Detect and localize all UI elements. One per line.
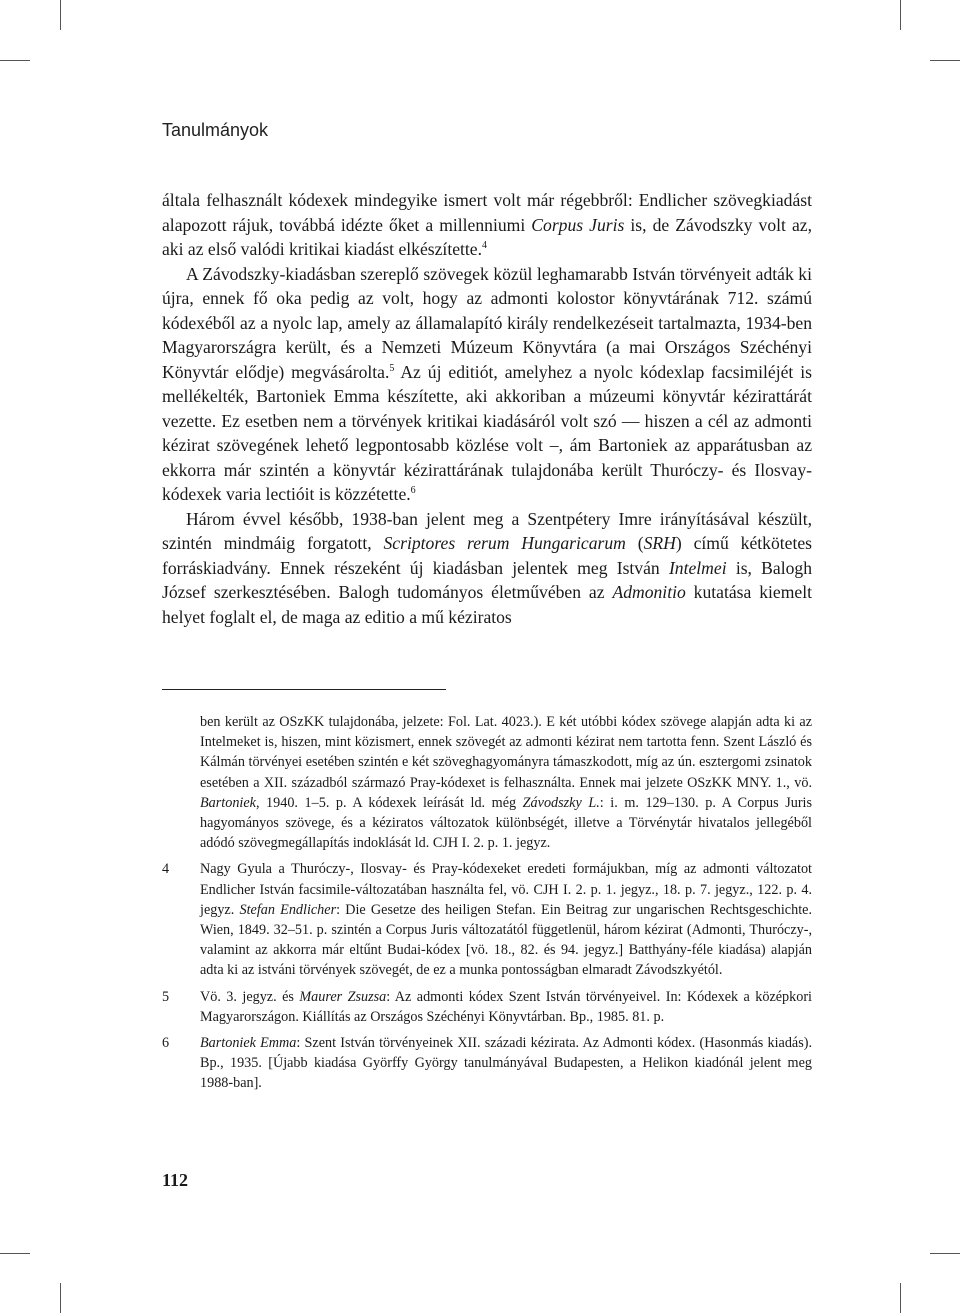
footnotes [162, 712, 812, 1100]
footnote-number: 5 [162, 988, 170, 1005]
footnote-ref[interactable]: 6 [410, 485, 416, 497]
crop-mark [0, 1253, 30, 1254]
footnote-separator [162, 689, 446, 690]
footnote-ref[interactable]: 4 [482, 240, 487, 252]
paragraph-3: Három évvel később, 1938-ban jelent meg a Szentpétery Imre irányításával készült, szintén mindmáig forgatott, Scriptores rerum Hungaricarum (SRH) című kétkötetes forráskiadvány. Ennek részeként új kiadásban jelentek meg István Intelmei is, Balogh József szerkesztésében. Balogh tudományos életművében az Admonitio kutatása kiemelt helyet foglalt el, de maga az editio a mű kéziratos [162, 508, 813, 627]
crop-mark [0, 60, 30, 61]
crop-mark [930, 60, 960, 61]
crop-mark [60, 0, 61, 30]
paragraph-1: általa felhasznált kódexek mindegyike ismert volt már régebbről: Endlicher szövegkiadást alapozott rájuk, továbbá idézte őket a millenniumi Corpus Juris is, de Závodszky volt az, aki az első valódi kritikai kiadást elkészítette.$^4$ [162, 190, 812, 259]
crop-mark [900, 0, 901, 30]
paragraph-2: A Závodszky-kiadásban szereplő szövegek közül leghamarabb István törvényeit adták ki újra, ennek fő oka pedig az volt, hogy az admonti kolostor könyvtárának 712. számú kódexéből az a nyolc lap, amely az államalapító király rendelkezéseit tartalmazta, 1934-ben Magyarországra került, és a Nemzeti Múzeum Könyvtára (a mai Országos Széchényi Könyvtár elődje) megvásárolta.$^5$ Az új editiót, amelyhez a nyolc kódexlap facsimiléjét is mellékelték, Bartoniek Emma készítette, aki akkoriban a múzeumi könyvtár kézirattárát vezette. Ez esetben nem a törvények kritikai kiadásáról volt szó — hiszen a cél az admonti kézirat szövegének lehető legpontosabb közlése volt –, ám Bartoniek az apparátusban az ekkorra már szintén a könyvtár kézirattárának tulajdonába került Thuróczy- és Ilosvay-kódexek varia lectióit is közzétette.$^6$ [162, 263, 812, 504]
running-header: Tanulmányok [162, 120, 269, 140]
footnote-ref[interactable]: 5 [389, 362, 395, 374]
footnote-number: 6 [162, 1035, 170, 1052]
page-number: 112 [162, 1170, 189, 1190]
body-text [162, 188, 812, 629]
footnote-4: 4 Nagy Gyula a Thuróczy-, Ilosvay- és Pray-kódexeket eredeti formájukban, míg az admonti változatot Endlicher István facsimile-változatában használta fel, vö. CJH I. 2. p. 1. jegyz., 18. p. 7. jegyz., 122. p. 4. jegyz. Stefan Endlicher: Die Gesetze des heiligen Stefan. Ein Beitrag zur ungarischen Rechtsgeschichte. Wien, 1849. 32–51. p. szintén a Corpus Juris változatától függetlenül, három kézirat (Admonti, Thuróczy-, valamint az akkorra már eltűnt Budai-kódex [vö. 18., 82. és 94. jegyz.] Batthyány-féle kiadása) alapján adta ki az istváni törvények szövegét, de ez a munka pontosságban elmaradt Závodszkyétól. [162, 859, 812, 980]
crop-mark [930, 1253, 960, 1254]
footnote-number: 4 [162, 861, 170, 878]
footnote-continuation: ben került az OSzKK tulajdonába, jelzete: Fol. Lat. 4023.). E két utóbbi kódex szövege alapján adta ki az Intelmeket is, hiszen, mint közismert, ennek szövegét az admonti kézirat nem tartotta fenn. Szent László és Kálmán törvényei esetében szintén e két szöveghagyományra támaszkodott, míg az ún. esztergomi zsinatok esetében a XII. századból származó Pray-kódexet is felhasználta. Ennek mai jelzete OSzKK MNY. 1., vö. Bartoniek, 1940. 1–5. p. A kódexek leírását ld. még Závodszky L.: i. m. 129–130. p. A Corpus Juris hagyományos szövege, és a kéziratos változatok különbségét, illetve a Törvénytár hivatalos jellegéből adódó szövegmegállapítás indoklását ld. CJH I. 2. p. 1. jegyz. [200, 714, 813, 852]
crop-mark [900, 1283, 901, 1313]
crop-mark [60, 1283, 61, 1313]
footnote-5: 5 Vö. 3. jegyz. és Maurer Zsuzsa: Az admonti kódex Szent István törvényeivel. In: Kódexek a középkori Magyarországon. Kiállítás az Országos Széchényi Könyvtárban. Bp., 1985. 81. p. [162, 987, 812, 1027]
footnote-6: 6 Bartoniek Emma: Szent István törvényeinek XII. századi kézirata. Az Admonti kódex. (Hasonmás kiadás). Bp., 1935. [Újabb kiadása Györffy György tanulmányával Budapesten, a Helikon kiadónál jelent meg 1988-ban]. [162, 1033, 812, 1094]
